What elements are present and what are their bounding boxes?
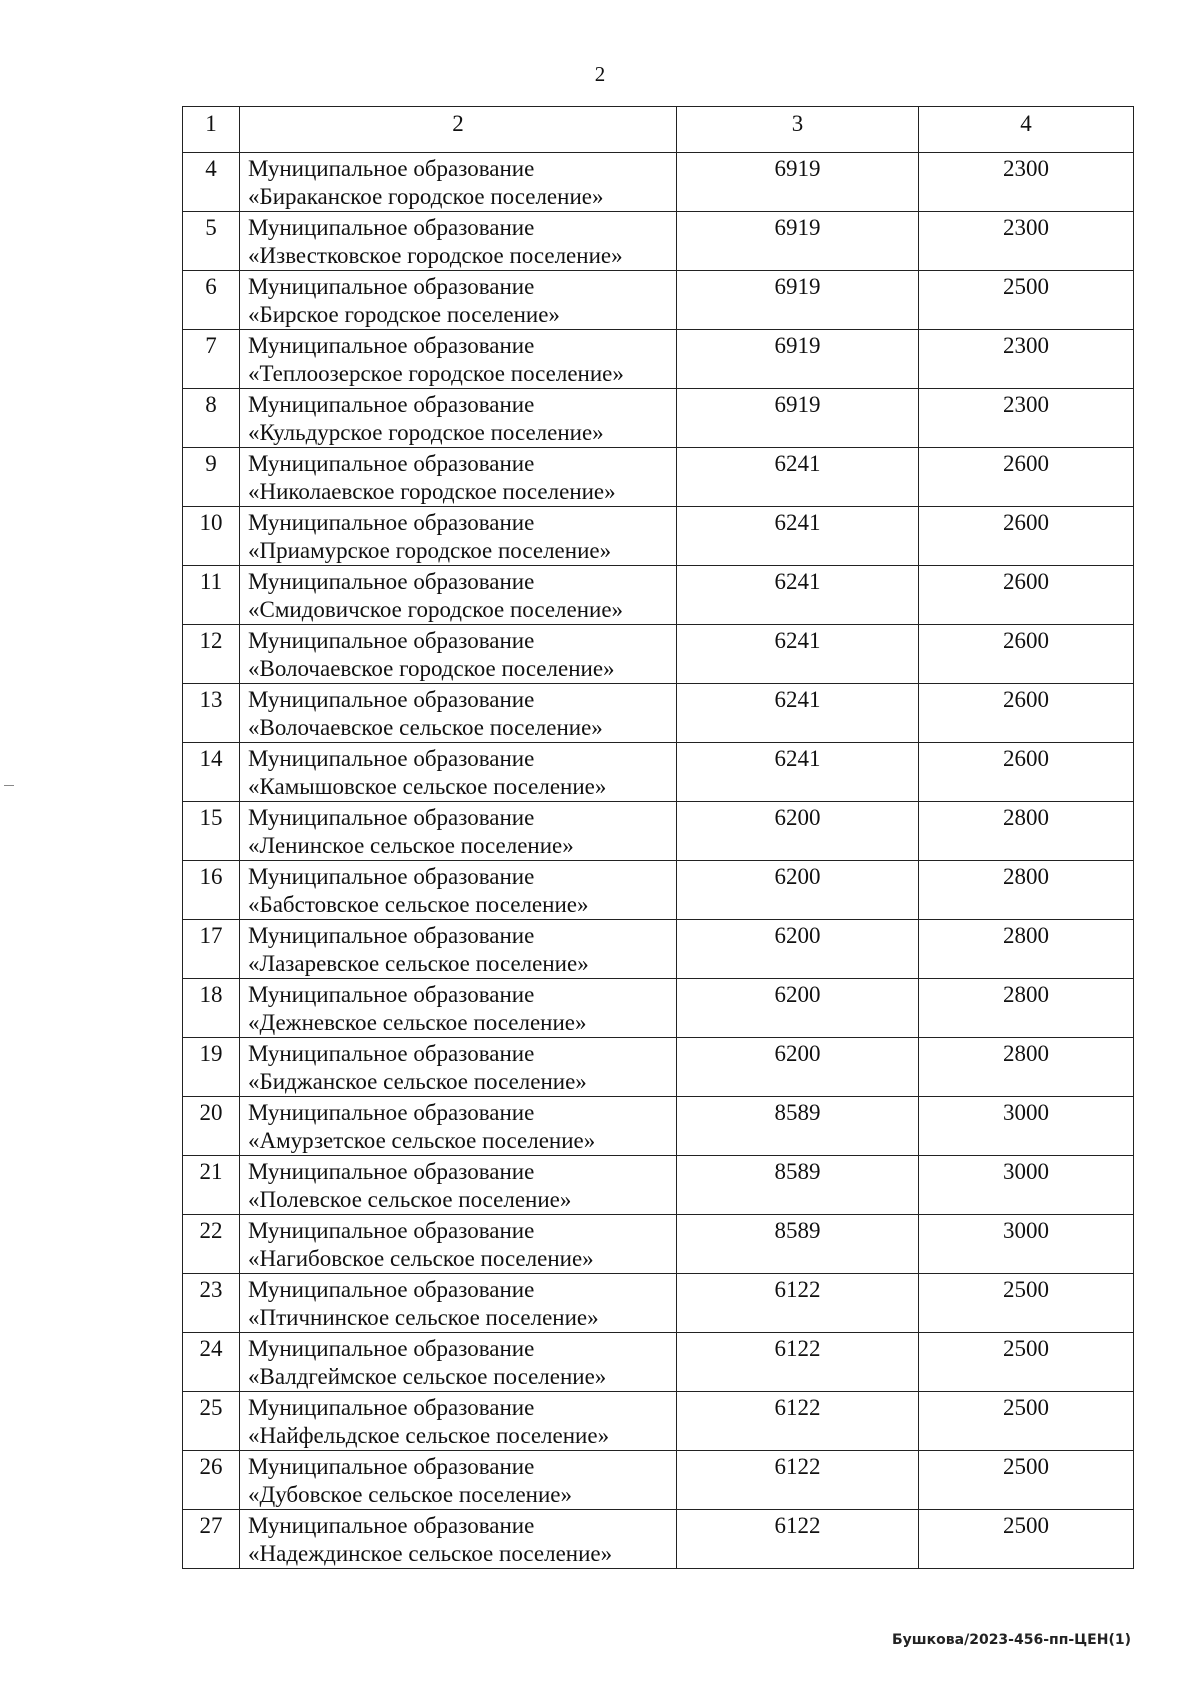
value-col4: 2800 bbox=[919, 861, 1134, 920]
value-col3: 6919 bbox=[677, 271, 919, 330]
value-col4: 2500 bbox=[919, 271, 1134, 330]
value-col4: 3000 bbox=[919, 1215, 1134, 1274]
municipality-name bbox=[240, 566, 677, 625]
row-number: 23 bbox=[183, 1274, 240, 1333]
table-body bbox=[183, 107, 1134, 1569]
municipality-name-line2: «Найфельдское сельское поселение» bbox=[248, 1423, 610, 1448]
value-col4: 3000 bbox=[919, 1156, 1134, 1215]
municipality-name-line1: Муниципальное образование bbox=[248, 1336, 535, 1361]
table-row bbox=[183, 566, 1134, 625]
municipality-name-line1: Муниципальное образование bbox=[248, 1277, 535, 1302]
row-number: 10 bbox=[183, 507, 240, 566]
municipality-name-line2: «Валдгеймское сельское поселение» bbox=[248, 1364, 607, 1389]
municipality-name-line1: Муниципальное образование bbox=[248, 628, 535, 653]
row-number: 17 bbox=[183, 920, 240, 979]
municipality-name bbox=[240, 861, 677, 920]
value-col4: 2800 bbox=[919, 802, 1134, 861]
value-col3: 6241 bbox=[677, 625, 919, 684]
table-row bbox=[183, 507, 1134, 566]
value-col4: 2800 bbox=[919, 979, 1134, 1038]
municipality-name bbox=[240, 448, 677, 507]
row-number: 25 bbox=[183, 1392, 240, 1451]
municipality-name-line2: «Бирское городское поселение» bbox=[248, 302, 560, 327]
municipality-name-line1: Муниципальное образование bbox=[248, 1454, 535, 1479]
municipality-name-line2: «Дубовское сельское поселение» bbox=[248, 1482, 572, 1507]
value-col4: 2300 bbox=[919, 389, 1134, 448]
value-col4: 2600 bbox=[919, 684, 1134, 743]
municipality-name-line1: Муниципальное образование bbox=[248, 392, 535, 417]
municipality-name-line1: Муниципальное образование bbox=[248, 510, 535, 535]
value-col3: 6919 bbox=[677, 212, 919, 271]
municipality-name bbox=[240, 1510, 677, 1569]
value-col3: 6122 bbox=[677, 1451, 919, 1510]
municipality-name-line2: «Дежневское сельское поселение» bbox=[248, 1010, 587, 1035]
value-col3: 6241 bbox=[677, 448, 919, 507]
table-row bbox=[183, 684, 1134, 743]
municipality-name-line1: Муниципальное образование bbox=[248, 982, 535, 1007]
value-col3: 8589 bbox=[677, 1156, 919, 1215]
value-col3: 8589 bbox=[677, 1215, 919, 1274]
municipality-name-line1: Муниципальное образование bbox=[248, 1100, 535, 1125]
row-number: 9 bbox=[183, 448, 240, 507]
municipality-name-line1: Муниципальное образование bbox=[248, 746, 535, 771]
value-col4: 2600 bbox=[919, 507, 1134, 566]
value-col4: 2500 bbox=[919, 1510, 1134, 1569]
municipality-name bbox=[240, 920, 677, 979]
municipality-name-line1: Муниципальное образование bbox=[248, 1513, 535, 1538]
municipality-name-line2: «Нагибовское сельское поселение» bbox=[248, 1246, 594, 1271]
municipality-name-line2: «Смидовичское городское поселение» bbox=[248, 597, 624, 622]
table-row bbox=[183, 1333, 1134, 1392]
municipality-name-line2: «Камышовское сельское поселение» bbox=[248, 774, 607, 799]
municipality-name-line1: Муниципальное образование bbox=[248, 687, 535, 712]
municipality-name-line1: Муниципальное образование bbox=[248, 1395, 535, 1420]
row-number: 14 bbox=[183, 743, 240, 802]
municipality-name-line1: Муниципальное образование bbox=[248, 156, 535, 181]
row-number: 12 bbox=[183, 625, 240, 684]
municipality-name bbox=[240, 1392, 677, 1451]
municipality-name bbox=[240, 1097, 677, 1156]
table-row bbox=[183, 743, 1134, 802]
municipality-name-line2: «Известковское городское поселение» bbox=[248, 243, 623, 268]
value-col4: 2500 bbox=[919, 1274, 1134, 1333]
table-row bbox=[183, 271, 1134, 330]
municipality-name-line1: Муниципальное образование bbox=[248, 274, 535, 299]
header-cell-1: 1 bbox=[183, 107, 240, 153]
row-number: 5 bbox=[183, 212, 240, 271]
value-col4: 2800 bbox=[919, 920, 1134, 979]
value-col3: 6200 bbox=[677, 920, 919, 979]
municipality-name bbox=[240, 979, 677, 1038]
value-col4: 2600 bbox=[919, 566, 1134, 625]
municipality-name-line1: Муниципальное образование bbox=[248, 1218, 535, 1243]
municipality-name-line1: Муниципальное образование bbox=[248, 569, 535, 594]
value-col3: 6122 bbox=[677, 1333, 919, 1392]
municipality-name bbox=[240, 1215, 677, 1274]
municipality-name bbox=[240, 1274, 677, 1333]
row-number: 18 bbox=[183, 979, 240, 1038]
municipality-name bbox=[240, 153, 677, 212]
table-row bbox=[183, 1038, 1134, 1097]
value-col4: 2500 bbox=[919, 1392, 1134, 1451]
municipality-name-line2: «Лазаревское сельское поселение» bbox=[248, 951, 589, 976]
municipality-name bbox=[240, 802, 677, 861]
table-row bbox=[183, 212, 1134, 271]
header-cell-4: 4 bbox=[919, 107, 1134, 153]
value-col3: 6241 bbox=[677, 743, 919, 802]
municipality-name-line2: «Птичнинское сельское поселение» bbox=[248, 1305, 599, 1330]
row-number: 6 bbox=[183, 271, 240, 330]
municipality-name-line2: «Полевское сельское поселение» bbox=[248, 1187, 572, 1212]
value-col3: 6200 bbox=[677, 802, 919, 861]
municipality-name-line2: «Волочаевское городское поселение» bbox=[248, 656, 615, 681]
value-col4: 2600 bbox=[919, 448, 1134, 507]
municipality-name-line1: Муниципальное образование bbox=[248, 215, 535, 240]
table-header-row bbox=[183, 107, 1134, 153]
value-col3: 6241 bbox=[677, 566, 919, 625]
municipality-name-line2: «Волочаевское сельское поселение» bbox=[248, 715, 603, 740]
table-row bbox=[183, 1274, 1134, 1333]
table-row bbox=[183, 1451, 1134, 1510]
row-number: 26 bbox=[183, 1451, 240, 1510]
table-row bbox=[183, 1097, 1134, 1156]
value-col3: 6200 bbox=[677, 861, 919, 920]
municipality-name-line1: Муниципальное образование bbox=[248, 451, 535, 476]
row-number: 19 bbox=[183, 1038, 240, 1097]
municipality-name-line2: «Биджанское сельское поселение» bbox=[248, 1069, 587, 1094]
municipality-name-line1: Муниципальное образование bbox=[248, 805, 535, 830]
row-number: 7 bbox=[183, 330, 240, 389]
municipality-name-line1: Муниципальное образование bbox=[248, 1159, 535, 1184]
row-number: 13 bbox=[183, 684, 240, 743]
municipality-name bbox=[240, 330, 677, 389]
municipality-name bbox=[240, 507, 677, 566]
municipality-name bbox=[240, 1451, 677, 1510]
table-row bbox=[183, 448, 1134, 507]
value-col3: 6919 bbox=[677, 330, 919, 389]
page-number: 2 bbox=[594, 62, 606, 86]
municipality-name bbox=[240, 1156, 677, 1215]
table-row bbox=[183, 389, 1134, 448]
value-col3: 8589 bbox=[677, 1097, 919, 1156]
value-col3: 6241 bbox=[677, 684, 919, 743]
municipality-name-line2: «Бираканское городское поселение» bbox=[248, 184, 604, 209]
value-col3: 6122 bbox=[677, 1392, 919, 1451]
municipality-name bbox=[240, 625, 677, 684]
table-row bbox=[183, 1510, 1134, 1569]
value-col4: 2600 bbox=[919, 743, 1134, 802]
municipality-name bbox=[240, 1038, 677, 1097]
municipality-name bbox=[240, 389, 677, 448]
value-col4: 2300 bbox=[919, 212, 1134, 271]
row-number: 27 bbox=[183, 1510, 240, 1569]
table-row bbox=[183, 861, 1134, 920]
municipality-name-line1: Муниципальное образование bbox=[248, 333, 535, 358]
header-cell-2: 2 bbox=[240, 107, 677, 153]
table-row bbox=[183, 1156, 1134, 1215]
value-col3: 6919 bbox=[677, 153, 919, 212]
municipalities-table bbox=[182, 106, 1134, 1569]
table-row bbox=[183, 802, 1134, 861]
document-code: Бушкова/2023-456-пп-ЦЕН(1) bbox=[892, 1632, 1131, 1648]
table-row bbox=[183, 153, 1134, 212]
municipality-name-line2: «Амурзетское сельское поселение» bbox=[248, 1128, 596, 1153]
scan-margin-mark bbox=[4, 785, 14, 786]
value-col3: 6200 bbox=[677, 979, 919, 1038]
value-col3: 6200 bbox=[677, 1038, 919, 1097]
row-number: 24 bbox=[183, 1333, 240, 1392]
row-number: 11 bbox=[183, 566, 240, 625]
municipality-name bbox=[240, 684, 677, 743]
row-number: 4 bbox=[183, 153, 240, 212]
municipality-name-line2: «Ленинское сельское поселение» bbox=[248, 833, 574, 858]
row-number: 16 bbox=[183, 861, 240, 920]
municipality-name-line2: «Николаевское городское поселение» bbox=[248, 479, 616, 504]
value-col3: 6241 bbox=[677, 507, 919, 566]
value-col4: 2500 bbox=[919, 1333, 1134, 1392]
value-col4: 2600 bbox=[919, 625, 1134, 684]
value-col4: 2800 bbox=[919, 1038, 1134, 1097]
value-col3: 6122 bbox=[677, 1274, 919, 1333]
municipality-name-line1: Муниципальное образование bbox=[248, 923, 535, 948]
table-row bbox=[183, 1215, 1134, 1274]
municipality-name-line2: «Теплоозерское городское поселение» bbox=[248, 361, 624, 386]
value-col4: 2500 bbox=[919, 1451, 1134, 1510]
value-col4: 2300 bbox=[919, 153, 1134, 212]
value-col3: 6919 bbox=[677, 389, 919, 448]
value-col3: 6122 bbox=[677, 1510, 919, 1569]
table-row bbox=[183, 920, 1134, 979]
municipality-name bbox=[240, 1333, 677, 1392]
value-col4: 3000 bbox=[919, 1097, 1134, 1156]
value-col4: 2300 bbox=[919, 330, 1134, 389]
row-number: 21 bbox=[183, 1156, 240, 1215]
municipality-name-line2: «Кульдурское городское поселение» bbox=[248, 420, 604, 445]
municipality-name-line1: Муниципальное образование bbox=[248, 1041, 535, 1066]
table-row bbox=[183, 979, 1134, 1038]
municipality-name bbox=[240, 743, 677, 802]
row-number: 22 bbox=[183, 1215, 240, 1274]
row-number: 8 bbox=[183, 389, 240, 448]
table-row bbox=[183, 625, 1134, 684]
municipality-name-line1: Муниципальное образование bbox=[248, 864, 535, 889]
header-cell-3: 3 bbox=[677, 107, 919, 153]
municipality-name-line2: «Надеждинское сельское поселение» bbox=[248, 1541, 613, 1566]
table-row bbox=[183, 330, 1134, 389]
row-number: 20 bbox=[183, 1097, 240, 1156]
municipality-name bbox=[240, 212, 677, 271]
municipality-name-line2: «Бабстовское сельское поселение» bbox=[248, 892, 589, 917]
municipality-name-line2: «Приамурское городское поселение» bbox=[248, 538, 612, 563]
table-row bbox=[183, 1392, 1134, 1451]
municipality-name bbox=[240, 271, 677, 330]
row-number: 15 bbox=[183, 802, 240, 861]
